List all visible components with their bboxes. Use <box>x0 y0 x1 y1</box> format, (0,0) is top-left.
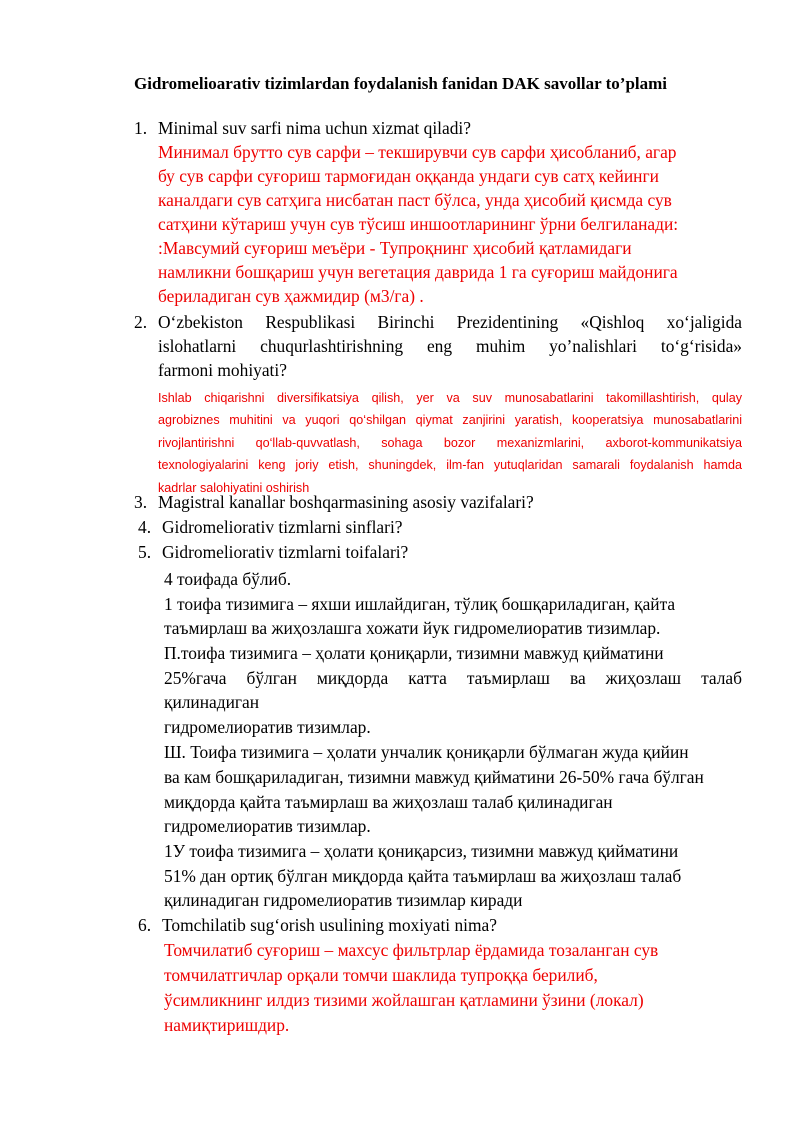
question-number: 4. <box>138 517 152 537</box>
answer-line: бу сув сарфи суғориш тармоғидан оққанда ундаги сув сатҳ кейинги <box>158 166 659 186</box>
question-text-line: O‘zbekiston Respublikasi Birinchi Prezidentining «Qishloq xo‘jaligida <box>158 312 742 332</box>
question-text-line: islohatlarni chuqurlashtirishning eng muhim yo’nalishlari to‘g‘risida» <box>158 336 742 356</box>
answer-line: Ш. Тоифа тизимига – ҳолати унчалик қониқарли бўлмаган жуда қийин <box>164 742 689 762</box>
answer-line: rivojlantirishni qo‘llab-quvvatlash, sohaga bozor mexanizmlarini, axborot-kommunikatsiya <box>158 435 742 450</box>
answer-line: Минимал брутто сув сарфи – текширувчи сув сарфи ҳисобланиб, агар <box>158 142 677 162</box>
answer-line: agrobiznes muhitini va yuqori qo‘shilgan qiymat zanjirini yaratish, kooperatsiya munosabatlarini <box>158 413 742 428</box>
answer-line: 1 тоифа тизимига – яхши ишлайдиган, тўлиқ бошқариладиган, қайта <box>164 594 676 614</box>
answer-line: қилинадиган <box>164 692 260 712</box>
document-title: Gidromelioarativ tizimlardan foydalanish fanidan DAK savollar to’plami <box>134 74 668 93</box>
answer-line: Томчилатиб суғориш – махсус фильтрлар ёрдамида тозаланган сув <box>164 940 659 960</box>
answer-line: Ishlab chiqarishni diversifikatsiya qilish, yer va suv munosabatlarini takomillashtirish, qulay <box>158 391 742 405</box>
answer-line: таъмирлаш ва жиҳозлашга хожати йук гидромелиоратив тизимлар. <box>164 618 661 638</box>
question-number: 6. <box>138 915 152 935</box>
answer-line: томчилатгичлар орқали томчи шаклида тупроққа берилиб, <box>164 965 598 985</box>
question-number: 3. <box>134 492 148 512</box>
answer-line: сатҳини кўтариш учун сув тўсиш иншоотларининг ўрни белгиланади: <box>158 214 679 234</box>
question-text: Magistral kanallar boshqarmasining asosiy vazifalari? <box>158 492 534 512</box>
question-number: 2. <box>134 312 148 332</box>
answer-line: гидромелиоратив тизимлар. <box>164 816 371 836</box>
question-text-line: farmoni mohiyati? <box>158 360 287 380</box>
question-text: Gidromeliorativ tizmlarni sinflari? <box>162 517 403 537</box>
question-number: 1. <box>134 118 148 138</box>
question-text: Minimal suv sarfi nima uchun xizmat qiladi? <box>158 118 471 138</box>
question-text: Gidromeliorativ tizmlarni toifalari? <box>162 542 409 562</box>
answer-line: 25%гача бўлган миқдорда катта таъмирлаш ва жиҳозлаш талаб <box>164 668 742 688</box>
answer-line: П.тоифа тизимига – ҳолати қониқарли, тизимни мавжуд қийматини <box>164 643 664 663</box>
answer-line: гидромелиоратив тизимлар. <box>164 717 371 737</box>
answer-line: намликни бошқариш учун вегетация даврида 1 га суғориш майдонига <box>158 262 678 282</box>
answer-line: миқдорда қайта таъмирлаш ва жиҳозлаш талаб қилинадиган <box>164 792 613 812</box>
answer-line: 51% дан ортиқ бўлган миқдорда қайта таъмирлаш ва жиҳозлаш талаб <box>164 866 682 886</box>
answer-line: :Мавсумий суғориш меъёри - Тупроқнинг ҳисобий қатламидаги <box>158 238 632 258</box>
question-number: 5. <box>138 542 152 562</box>
answer-block <box>158 387 742 499</box>
answer-line: 4 тоифада бўлиб. <box>164 569 292 589</box>
answer-line: каналдаги сув сатҳига нисбатан паст бўлса, унда ҳисобий қисмда сув <box>158 190 672 210</box>
answer-line: texnologiyalarini keng joriy etish, shuningdek, ilm-fan yutuqlaridan samarali foydalanish hamda <box>158 458 742 473</box>
answer-line: ва кам бошқариладиган, тизимни мавжуд қийматини 26-50% гача бўлган <box>164 767 704 787</box>
answer-line: 1У тоифа тизимига – ҳолати қониқарсиз, тизимни мавжуд қийматини <box>164 841 679 861</box>
answer-line: бериладиган сув ҳажмидир (м3/га) . <box>158 286 424 306</box>
answer-line: ўсимликнинг илдиз тизими жойлашган қатламини ўзини (локал) <box>164 990 644 1010</box>
answer-line: kadrlar salohiyatini oshirish <box>158 480 310 495</box>
question-text: Tomchilatib sug‘orish usulining moxiyati nima? <box>162 915 497 935</box>
answer-line: намиқтиришдир. <box>164 1015 290 1035</box>
answer-line: қилинадиган гидромелиоратив тизимлар киради <box>164 890 523 910</box>
